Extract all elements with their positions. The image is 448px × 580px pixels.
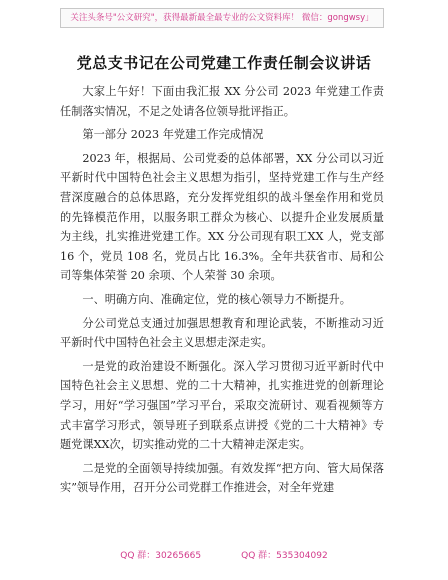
document-body [60,82,384,502]
paragraph-leadership: 二是党的全面领导持续加强。有效发挥“把方向、管大局保落实”领导作用，召开分公司党群工作推进会，对全年党建 [60,461,384,495]
subsection-heading: 一、明确方向、准确定位，党的核心领导力不断提升。 [82,292,351,306]
page-title: 党总支书记在公司党建工作责任制会议讲话 [76,54,372,72]
footer-qq-group-1: QQ 群：30265665 [120,551,202,561]
footer [0,548,448,561]
paragraph-overview: 2023 年，根据局、公司党委的总体部署，XX 分公司以习近平新时代中国特色社会主义思想为指引，坚持党建工作与生产经营深度融合的总体思路，充分发挥党组织的战斗堡垒作用和党员的先锋模范作用，以服务职工群众为核心、以提升企业发展质量为主线，扎实推进党建工作。XX 分公司现有职工XX 人，党支部 16 个，党员 108 名，党员占比 16.3%。全年共获省市、局和公司等集体荣誉 20 余项、个人荣誉 30 余项。 [60,151,384,283]
header-banner: 关注头条号"公文研究"，获得最新最全最专业的公文资料库！ 微信：gongwsy」 [60,8,384,28]
paragraph-political: 一是党的政治建设不断强化。深入学习贯彻习近平新时代中国特色社会主义思想、党的二十大精神，扎实推进党的创新理论学习，用好“学习强国”学习平台，采取交流研讨、观看视频等方式丰富学习形式，领导班子到联系点讲授《党的二十大精神》专题党课XX次，切实推动党的二十大精神走深走实。 [60,359,384,452]
paragraph-intro: 分公司党总支通过加强思想教育和理论武装，不断推动习近平新时代中国特色社会主义思想走深走实。 [60,316,384,350]
section-heading: 第一部分 2023 年党建工作完成情况 [82,128,264,142]
footer-qq-group-2: QQ 群：535304092 [241,551,328,561]
paragraph-greeting: 大家上午好！下面由我汇报 XX 分公司 2023 年党建工作责任制落实情况，不足之处请各位领导批评指正。 [60,85,384,118]
